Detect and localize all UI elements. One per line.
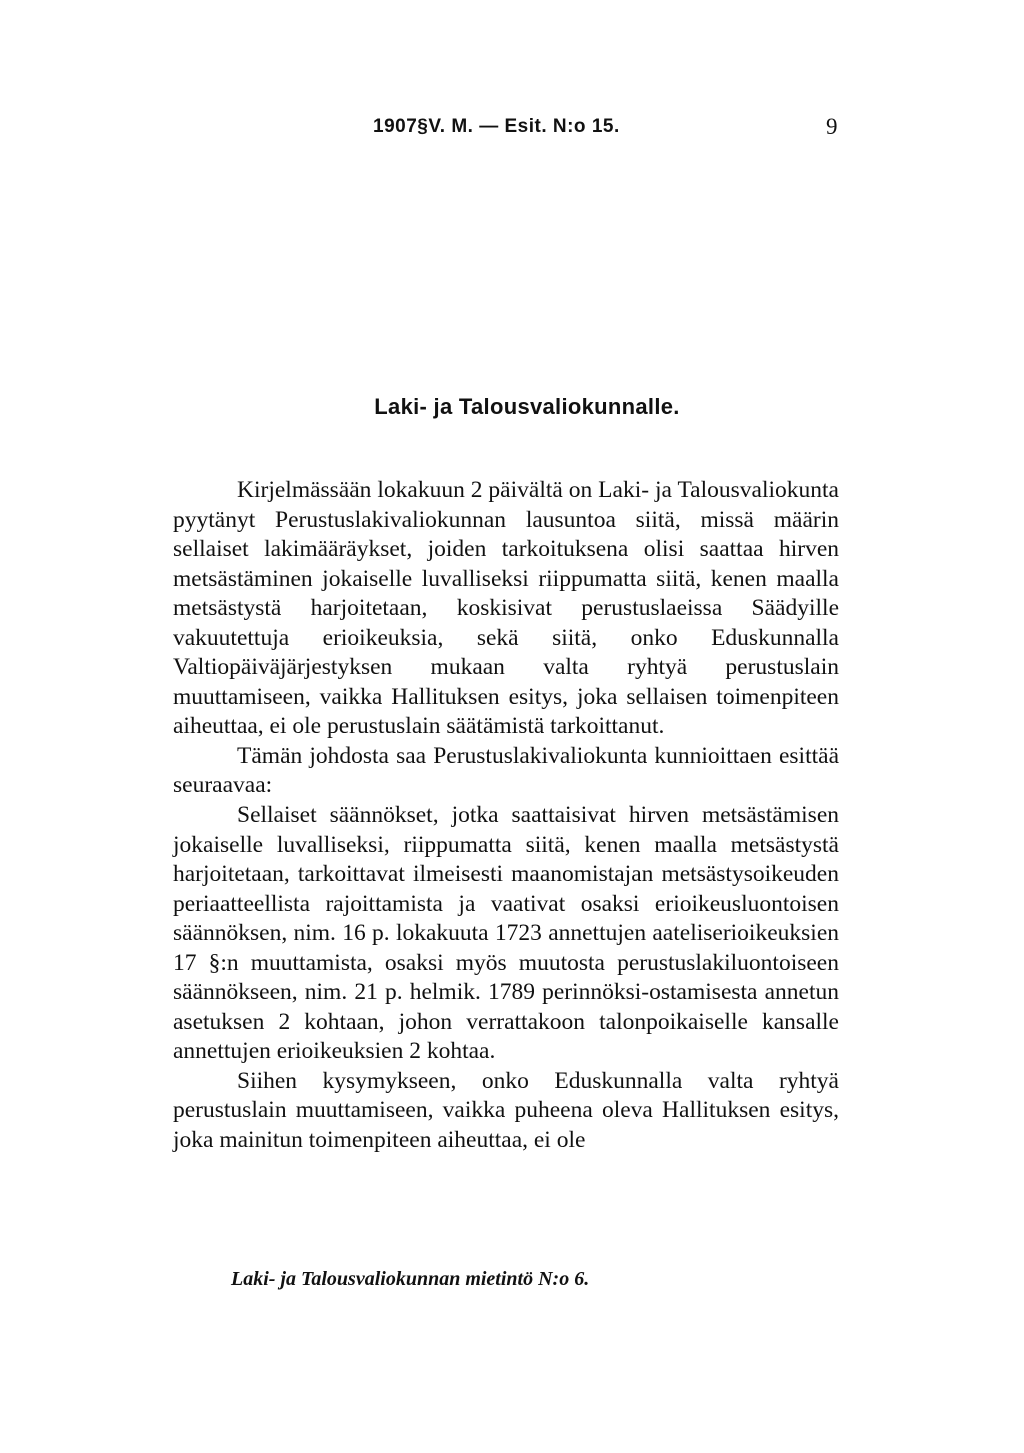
running-title: 1907§V. M. — Esit. N:o 15. bbox=[373, 116, 620, 137]
paragraph: Sellaiset säännökset, jotka saattaisivat hirven metsästämisen jokaiselle luvalliseksi, riippumatta siitä, kenen maalla metsästystä harjoitetaan, tarkoittavat ilmeisesti maanomistajan metsästysoikeuden periaatteellista rajoittamista ja vaativat osaksi erioikeusluontoisen säännöksen, nim. 16 p. lokakuuta 1723 annettujen aateliserioikeuksien 17 §:n muuttamista, osaksi myös muutosta perustuslakiluontoiseen säännökseen, nim. 21 p. helmik. 1789 perinnöksi-ostamisesta annetun asetuksen 2 kohtaan, johon verrattakoon talonpoikaiselle kansalle annettujen erioikeuksien 2 kohtaa. bbox=[173, 802, 839, 1065]
page-number: 9 bbox=[826, 114, 838, 139]
section-title: Laki- ja Talousvaliokunnalle. bbox=[374, 394, 680, 419]
footer-signature: Laki- ja Talousvaliokunnan mietintö N:o 6. bbox=[231, 1268, 590, 1290]
paragraph: Kirjelmässään lokakuun 2 päivältä on Laki- ja Talousvaliokunta pyytänyt Perustuslakivaliokunnan lausuntoa siitä, missä määrin sellaiset lakimääräykset, joiden tarkoituksena olisi saattaa hirven metsästäminen jokaiselle luvalliseksi riippumatta siitä, kenen maalla metsästystä harjoitetaan, koskisivat perustuslaeissa Säädyille vakuutettuja erioikeuksia, sekä siitä, onko Eduskunnalla Valtiopäiväjärjestyksen mukaan valta ryhtyä perustuslain muuttamiseen, vaikka Hallituksen esitys, joka sellaisen toimenpiteen aiheuttaa, ei ole perustuslain säätämistä tarkoittanut. bbox=[173, 477, 839, 740]
body-text bbox=[173, 476, 839, 1156]
paragraph: Siihen kysymykseen, onko Eduskunnalla valta ryhtyä perustuslain muuttamiseen, vaikka puheena oleva Hallituksen esitys, joka mainitun toimenpiteen aiheuttaa, ei ole bbox=[173, 1067, 839, 1154]
paragraph: Tämän johdosta saa Perustuslakivaliokunta kunnioittaen esittää seuraavaa: bbox=[173, 742, 839, 799]
page-header bbox=[0, 112, 1024, 142]
